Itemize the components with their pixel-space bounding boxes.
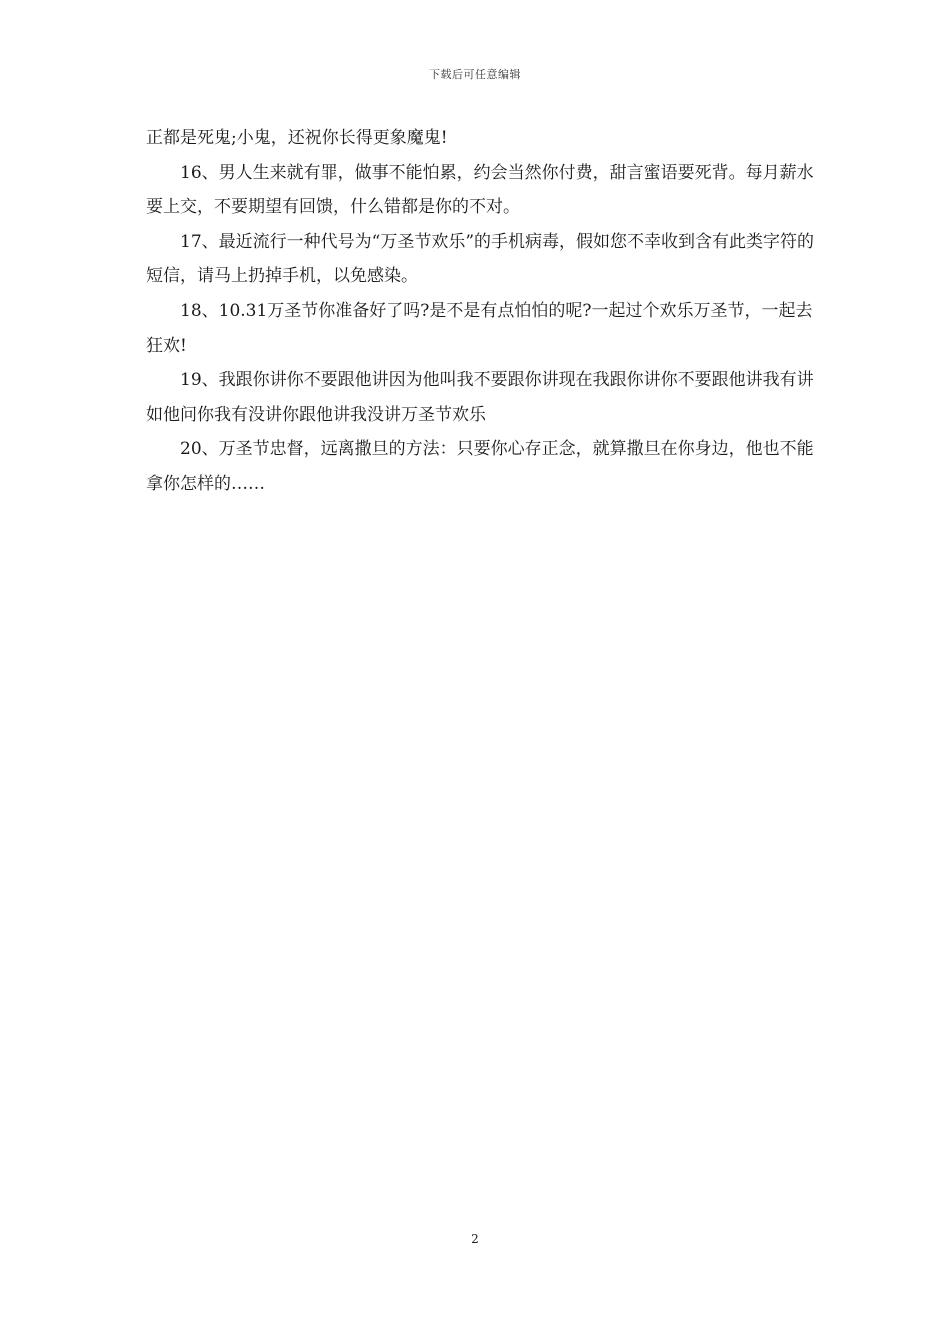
paragraph-item-20: 20、万圣节忠督，远离撒旦的方法：只要你心存正念，就算撒旦在你身边，他也不能拿你怎样的…… [146, 439, 814, 494]
paragraph-item-18: 18、10.31万圣节你准备好了吗?是不是有点怕怕的呢?一起过个欢乐万圣节，一起去狂欢! [146, 300, 813, 356]
header-note: 下载后可任意编辑 [429, 68, 521, 81]
paragraph-item-17: 17、最近流行一种代号为“万圣节欢乐”的手机病毒，假如您不幸收到含有此类字符的短信，请马上扔掉手机，以免感染。 [146, 231, 815, 287]
document-body [146, 121, 822, 502]
page-number: 2 [471, 1232, 479, 1246]
paragraph-item-19: 19、我跟你讲你不要跟他讲因为他叫我不要跟你讲现在我跟你讲你不要跟他讲我有讲如他问你我有没讲你跟他讲我没讲万圣节欢乐 [146, 370, 814, 425]
paragraph-item-16: 16、男人生来就有罪，做事不能怕累，约会当然你付费，甜言蜜语要死背。每月薪水要上交，不要期望有回馈，什么错都是你的不对。 [146, 162, 814, 218]
paragraph-continued: 正都是死鬼;小鬼，还祝你长得更象魔鬼! [146, 128, 448, 148]
